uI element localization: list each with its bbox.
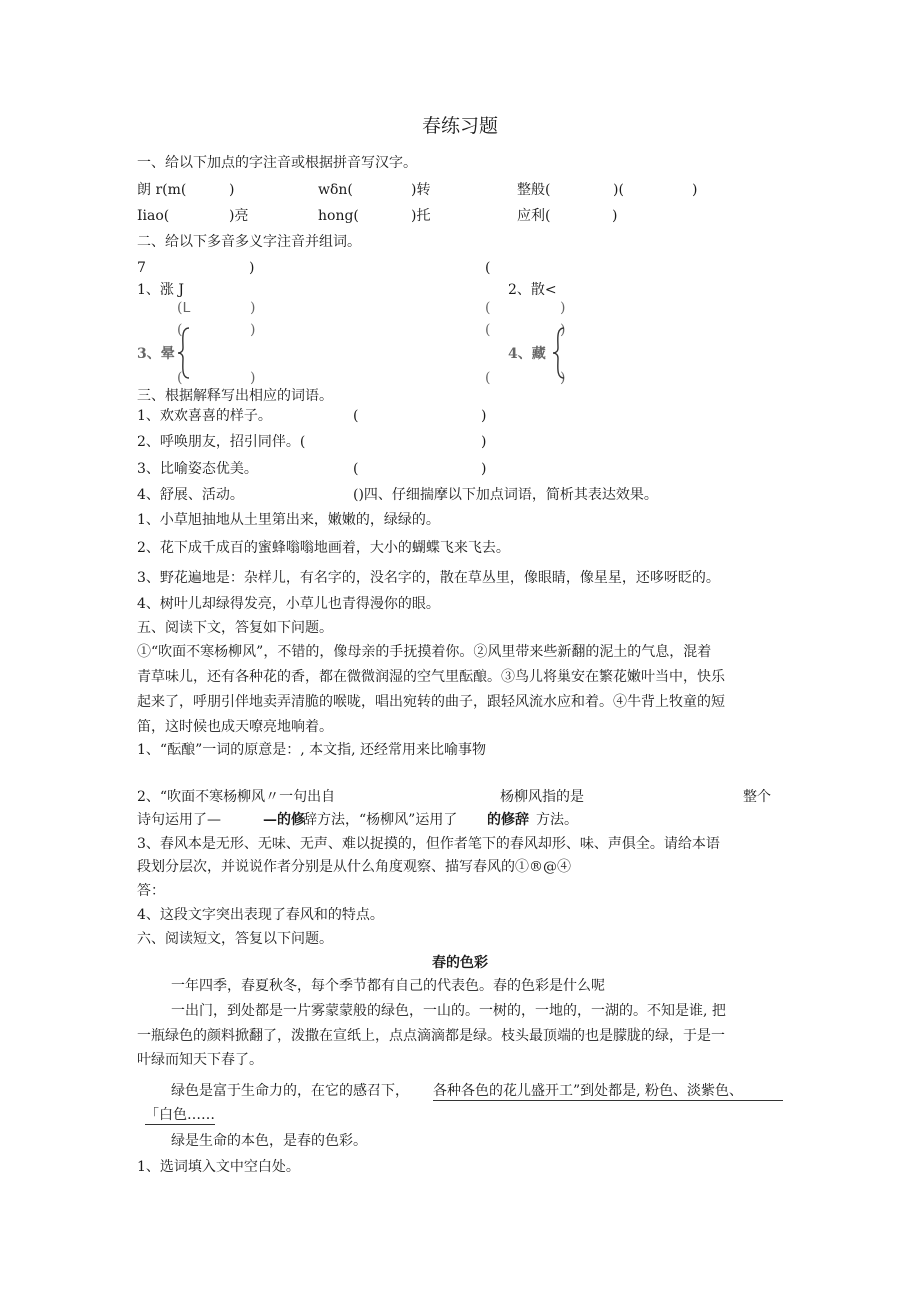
q6-paragraph-2-line-2: 一瓶绿色的颜料掀翻了，泼撒在宣纸上，点点滴滴都是绿。枝头最顶端的也是朦胧的绿，于是一 <box>137 1028 725 1044</box>
q6-paragraph-2-line-3: 叶绿而知天下春了。 <box>137 1052 263 1068</box>
q2-item-3: 3、晕 <box>137 346 175 362</box>
q5-question-2-line2-d: 的修辞 <box>487 812 529 828</box>
q5-question-3-line-2: 段划分层次，并说说作者分别是从什么角度观察、描写春风的①®@④ <box>137 859 571 875</box>
q2-top-mid-mark: ) <box>249 260 255 276</box>
q1-row2-item3: 应利( <box>517 208 551 224</box>
q5-question-2-part-c: 整个 <box>743 789 771 805</box>
q2-item-1: 1、涨 J <box>137 282 184 298</box>
q1-row2-item2: hong( <box>318 208 359 224</box>
section-6-heading: 六、阅读短文，答复以下问题。 <box>137 931 333 947</box>
q5-question-1: 1、“酝酿”一词的原意是：, 本文指, 还经常用来比喻事物 <box>137 742 487 758</box>
q4-item-3: 3、野花遍地是：杂样儿，有名字的，没名字的，散在草丛里，像眼睛，像星星，还哆呀眨的。 <box>137 570 720 586</box>
q2-paren-right-1: ) <box>250 300 256 316</box>
q2-paren-left-2: ( <box>177 322 183 338</box>
q2-paren-left-1: (ᒪ <box>177 300 191 316</box>
passage-title: 春的色彩 <box>432 955 488 971</box>
q5-question-2-line2-b: —的修 <box>263 812 305 828</box>
q1-row2-item1: Iiao( <box>137 208 170 224</box>
section-5-heading: 五、阅读下文，答复如下问题。 <box>137 620 333 636</box>
q2-paren-right-4: ) <box>560 300 566 316</box>
q2-paren-left-4: ( <box>485 300 491 316</box>
q2-top-right-mark: ( <box>485 260 491 276</box>
q5-answer-label: 答： <box>137 883 165 899</box>
q2-paren-left-6: ( <box>485 370 491 386</box>
q3-item-1: 1、欢欢喜喜的样子。 <box>137 408 272 424</box>
q1-row2-item2-close: )托 <box>411 208 431 224</box>
q6-paragraph-3-line-2: 「白色…… <box>145 1107 215 1123</box>
q5-question-2-part-b: 杨柳风指的是 <box>500 789 584 805</box>
q2-paren-left-5: ( <box>485 322 491 338</box>
q4-item-4: 4、树叶儿却绿得发亮，小草儿也青得漫你的眼。 <box>137 596 440 612</box>
q3-item-4-tail-section-4-heading: ()四、仔细揣摩以下加点词语，简析其表达效果。 <box>353 487 658 503</box>
q6-paragraph-1: 一年四季，春夏秋冬，每个季节都有自己的代表色。春的色彩是什么呢 <box>171 978 605 994</box>
q4-item-2: 2、花下成千成百的蜜蜂嗡嗡地画着，大小的蝴蝶飞来飞去。 <box>137 540 510 556</box>
q5-passage-line-3: 起来了，呼朋引伴地卖弄清脆的喉咙，唱出宛转的曲子，跟轻风流水应和着。④牛背上牧童的短 <box>137 694 725 710</box>
section-2-heading: 二、给以下多音多义字注音并组词。 <box>137 234 361 250</box>
brace-right-icon <box>551 326 567 380</box>
q1-row1-item1: 朗 r(m( <box>137 182 187 198</box>
q6-underline-2 <box>145 1124 215 1125</box>
brace-left-icon <box>176 326 192 380</box>
q6-paragraph-2-line-1: 一出门，到处都是一片雾蒙蒙般的绿色，一山的。一树的，一地的，一湖的。不知是谁, 把 <box>171 1003 726 1019</box>
q6-paragraph-3-part-a: 绿色是富于生命力的，在它的感召下， <box>171 1083 409 1099</box>
q1-row1-item2-close: )转 <box>411 182 431 198</box>
q5-question-2-line2-c: 辞方法，“杨柳风”运用了 <box>303 812 458 828</box>
q6-paragraph-3-part-b: 各种各色的花儿盛开工”到处都是, 粉色、淡紫色、 <box>433 1083 744 1099</box>
q5-passage-line-2: 青草味儿，还有各种花的香，都在微微润湿的空气里酝酿。③鸟儿将巢安在繁花嫩叶当中，快乐 <box>137 669 725 685</box>
q2-paren-right-6: ) <box>560 370 566 386</box>
q1-row2-item3-close: ) <box>612 208 618 224</box>
q1-row1-item2: wδn( <box>318 182 353 198</box>
q3-item-4: 4、舒展、活动。 <box>137 487 244 503</box>
q5-passage-line-4: 笛，这时候也成天嘹亮地响着。 <box>137 719 333 735</box>
q5-question-2-line2-a: 诗句运用了— <box>137 812 221 828</box>
q1-row1-item3: 整般( <box>517 182 551 198</box>
q5-question-3-line-1: 3、春风本是无形、无味、无声、难以捉摸的，但作者笔下的春风却形、味、声俱全。请给本语 <box>137 836 720 852</box>
q3-item-1-close: ) <box>481 408 487 424</box>
q2-top-left-mark: 7 <box>137 260 146 276</box>
q2-item-2: 2、散< <box>508 282 557 298</box>
q3-item-3-open: ( <box>353 461 359 477</box>
q2-item-4: 4、藏 <box>508 346 546 362</box>
q3-item-3-close: ) <box>481 461 487 477</box>
q1-row2-item1-close: )亮 <box>229 208 249 224</box>
section-1-heading: 一、给以下加点的字注音或根据拼音写汉字。 <box>137 155 417 171</box>
q5-question-2-line2-e: 方法。 <box>536 812 578 828</box>
q5-question-2-part-a: 2、“吹面不寒杨柳风〃一句出自 <box>137 789 336 805</box>
q5-question-4: 4、这段文字突出表现了春风和的特点。 <box>137 907 384 923</box>
q3-item-2-close: ) <box>481 434 487 450</box>
q5-passage-line-1: ①“吹面不寒杨柳风”，不错的，像母亲的手抚摸着你。②风里带来些新翻的泥土的气息，混着 <box>137 644 712 660</box>
q1-row1-item3-close: ) <box>692 182 698 198</box>
q2-paren-right-2: ) <box>250 322 256 338</box>
q6-underline-1 <box>433 1100 783 1101</box>
q3-item-2: 2、呼唤朋友，招引同伴。( <box>137 434 306 450</box>
q2-paren-right-5: ) <box>560 322 566 338</box>
q3-item-3: 3、比喻姿态优美。 <box>137 461 258 477</box>
section-3-heading: 三、根据解释写出相应的词语。 <box>137 388 333 404</box>
q2-paren-left-3: ( <box>177 370 183 386</box>
page-title: 春练习题 <box>421 115 498 137</box>
q1-row1-item1-close: ) <box>229 182 235 198</box>
q4-item-1: 1、小草旭抽地从土里第出来，嫩嫩的，绿绿的。 <box>137 512 440 528</box>
q2-paren-right-3: ) <box>250 370 256 386</box>
q1-row1-item3-mid: )( <box>613 182 624 198</box>
q6-question-1: 1、选词填入文中空白处。 <box>137 1159 300 1175</box>
q6-paragraph-4: 绿是生命的本色，是春的色彩。 <box>171 1133 367 1149</box>
q3-item-1-open: ( <box>353 408 359 424</box>
